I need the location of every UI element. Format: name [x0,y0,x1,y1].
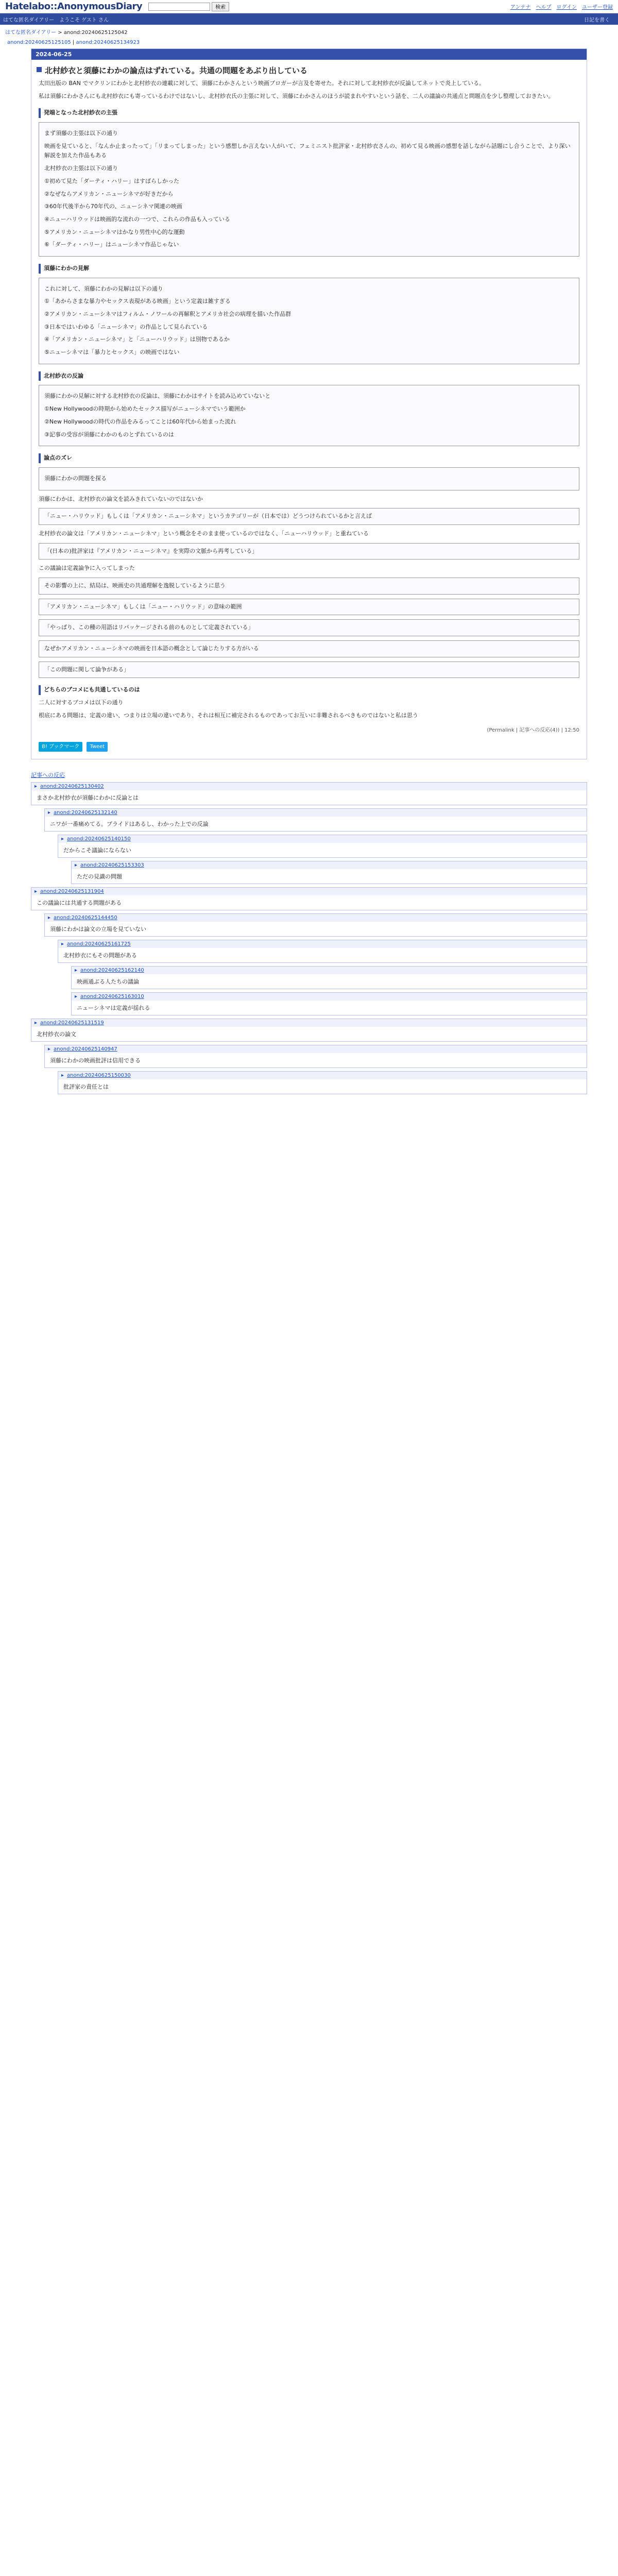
article-lead-2: 私は須藤にわかさんにも北村紗衣にも寄っているわけではないし、北村紗衣氏の主張に対して、須藤にわかさんのほうが読まれやすいという話を、二人の議論の共通点と問題点を少し整理しておきたい。 [39,92,554,99]
reaction-children [58,835,587,884]
reaction-link[interactable]: anond:20240625130402 [40,783,104,789]
reaction-text: 北村紗衣にもその問題がある [63,952,137,959]
expand-toggle-icon[interactable]: ▸ [75,967,78,973]
paragraph: ②なぜならアメリカン・ニューシネマが好きだから [44,190,174,197]
reaction-node-header [45,809,587,817]
quote-box: その影響の上に、結局は、映画史の共通理解を逸脱しているように思う [39,578,579,595]
header-link-login[interactable]: ログイン [556,5,577,10]
section-heading: 論点のズレ [39,453,579,463]
reaction-text: ニューシネマは定義が揺れる [77,1004,150,1011]
reaction-link[interactable]: anond:20240625144450 [54,914,117,921]
expand-toggle-icon[interactable]: ▸ [48,914,51,921]
paragraph: ②New Hollywoodの時代の作品をみるってことは60年代から始まった流れ [44,418,236,425]
reaction-text: 須藤にわかの映画批評は信用できる [50,1057,141,1064]
reaction-text: ニワが一番痛めてる。プライドはあるし、わかった上での反論 [50,820,209,827]
reaction-node [58,1071,587,1094]
breadcrumb-sep: > [56,30,64,36]
reaction-text: ただの見識の問題 [77,873,122,880]
paragraph: ①初めて見た「ダーティ・ハリー」はすばらしかった [44,177,179,184]
article-date: 2024-06-25 [31,49,587,60]
section-box [39,122,579,257]
reaction-node [71,992,587,1015]
paragraph: 二人に対するブコメは以下の通り [39,699,124,706]
paragraph: これに対して、須藤にわかの見解は以下の通り [44,285,163,292]
reaction-text: 批評家の責任とは [63,1083,109,1090]
header-link-register[interactable]: ユーザー登録 [582,5,613,10]
reaction-text: 北村紗衣の論文 [37,1030,76,1038]
search-button[interactable]: 検索 [212,2,229,11]
paragraph: ③日本ではいわゆる「ニューシネマ」の作品として見られている [44,323,208,330]
site-header [0,0,618,13]
prev-next-nav [0,39,618,48]
reaction-children [71,966,587,1015]
reaction-node [58,835,587,858]
paragraph: ①「あからさまな暴力やセックス表現がある映画」という定義は雑すぎる [44,298,231,305]
reaction-link[interactable]: anond:20240625150030 [67,1072,131,1078]
paragraph: 映画を見ていると、「なんか止まったって」「リまってしまった」という感想しか言えない人がいて、フェミニスト批評家・北村紗衣さんの、初めて見る映画の感想を話しながら話題にし合うことで、より深い解説を加えた作品もある [44,142,571,159]
expand-toggle-icon[interactable]: ▸ [35,783,38,789]
reaction-children [58,1071,587,1094]
reaction-tree-title[interactable]: 記事への反応 [31,771,65,778]
paragraph: ①New Hollywoodの時期から始めたセックス描写がニューシネマでいう範囲か [44,405,246,413]
reaction-node-header [45,1045,587,1053]
breadcrumb-current: anond:20240625125042 [63,30,128,36]
reaction-link[interactable]: anond:20240625140947 [54,1046,117,1052]
reaction-node-header [31,888,587,895]
reaction-node [71,966,587,989]
reaction-node [44,808,587,832]
quote-box: 「(日本の)批評家は『アメリカン・ニューシネマ』を実際の文脈から再考している」 [39,543,579,560]
bookmark-button[interactable]: B! ブックマーク [39,742,82,752]
quote-box [39,467,579,490]
reaction-children [44,1045,587,1094]
reaction-link[interactable]: anond:20240625153303 [80,862,144,868]
paragraph: ⑥「ダーティ・ハリー」はニューシネマ作品じゃない [44,241,179,248]
reaction-text: まさか北村紗衣が須藤にわかに反論とは [37,794,139,801]
reaction-node [71,861,587,884]
expand-toggle-icon[interactable]: ▸ [61,1072,64,1078]
paragraph: 北村紗衣の論文は「アメリカン・ニューシネマ」という概念をそのまま使っているのではなく、「ニューハリウッド」と重ねている [39,530,369,537]
reaction-node-header [58,835,587,843]
reaction-link[interactable]: anond:20240625131519 [40,1020,104,1026]
search-input[interactable] [148,3,210,11]
header-link-help[interactable]: ヘルプ [536,5,552,10]
article-lead: 太田出版の BAN でマクリンにわかと北村紗衣の連載に対して、須藤にわかさんという映画ブロガーが言及を寄せた。それに対して北村紗衣が反論してネットで炎上している。 [39,80,485,87]
paragraph: ③記事の受容が須藤にわかのものとずれているのは [44,431,174,438]
expand-toggle-icon[interactable]: ▸ [35,888,38,894]
expand-toggle-icon[interactable]: ▸ [35,1020,38,1026]
reaction-node [44,1045,587,1068]
reaction-node-header [58,940,587,948]
header-links [510,3,613,10]
reaction-node [31,1019,587,1042]
header-link-antenna[interactable]: アンテナ [510,5,531,10]
section-heading: 発端となった北村紗衣の主張 [39,108,579,118]
reaction-link[interactable]: anond:20240625140150 [67,836,131,842]
article-title-row [31,60,587,76]
section-box [39,385,579,446]
article-info[interactable]: (Permalink | 記事への反応(4)) | 12:50 [487,727,579,733]
reaction-text: 映画通ぶる人たちの議論 [77,978,139,985]
section-heading: 北村紗衣の反論 [39,371,579,381]
article-title: 北村紗衣と須藤にわかの論点はずれている。共通の問題をあぶり出している [45,66,308,75]
reaction-link[interactable]: anond:20240625132140 [54,809,117,816]
reaction-node [44,913,587,937]
next-entry-link[interactable]: anond:20240625134923 [76,40,140,45]
paragraph: ④「アメリカン・ニューシネマ」と「ニューハリウッド」は別物であるか [44,336,230,343]
reaction-children [58,940,587,1015]
paragraph: 須藤にわかの見解に対する北村紗衣の反論は、須藤にわかはサイトを読み込めていないと [44,393,271,400]
expand-toggle-icon[interactable]: ▸ [75,993,78,999]
paragraph: 須藤にわかは、北村紗衣の論文を読みきれていないのではないか [39,495,203,502]
quote-box: 「この問題に関して論争がある」 [39,662,579,679]
section-heading: 須藤にわかの見解 [39,264,579,274]
square-bullet-icon [37,67,42,72]
paragraph: まず須藤の主張は以下の通り [44,130,118,137]
breadcrumb-root[interactable]: はてな匿名ダイアリー [5,30,57,36]
reaction-tree [31,771,587,1094]
reaction-link[interactable]: anond:20240625162140 [80,967,144,973]
reaction-node-header [45,914,587,922]
expand-toggle-icon[interactable]: ▸ [61,836,64,842]
section-heading: どちらのブコメにも共通しているのは [39,685,579,695]
expand-toggle-icon[interactable]: ▸ [48,1046,51,1052]
paragraph: 北村紗衣の主張は以下の通り [44,165,118,172]
breadcrumb [0,25,618,39]
paragraph: この議論は定義論争に入ってしまった [39,565,135,572]
reaction-node-header [31,783,587,790]
reaction-node-header [72,967,587,974]
paragraph: ④ニューハリウッドは映画的な流れの一つで、これらの作品も入っている [44,215,230,223]
reaction-children [71,861,587,884]
quote-box: 「やっぱり、この種の用語はリパッケージされる前のものとして定義されている」 [39,619,579,636]
diary-article [31,48,587,759]
quote-box: 「アメリカン・ニューシネマ」もしくは「ニュー・ハリウッド」の意味の範囲 [39,599,579,616]
section-box [39,278,579,364]
prev-next-sep: | [71,40,76,45]
reaction-node-header [72,861,587,869]
reaction-text: だからこそ議論にならない [63,846,131,854]
reaction-node [58,940,587,963]
toolbar-welcome: ようこそ ゲスト さん [59,17,109,23]
toolbar-home-link[interactable]: はてな匿名ダイアリー [3,17,55,23]
reaction-node-header [31,1019,587,1027]
share-buttons [39,742,579,752]
expand-toggle-icon[interactable]: ▸ [75,862,78,868]
paragraph: ③60年代後半から70年代の、ニューシネマ関連の映画 [44,203,182,210]
paragraph: 根底にある問題は、定義の違い、つまりは立場の違いであり、それは相互に補完されるものであってお互いに非難されるべきものではないと私は思う [39,711,418,719]
paragraph: ⑤ニューシネマは「暴力とセックス」の映画ではない [44,349,180,356]
paragraph: 須藤にわかの問題を探る [44,474,107,482]
reaction-node [31,887,587,910]
reaction-link[interactable]: anond:20240625131904 [40,888,104,894]
write-diary-link[interactable]: 日記を書く [584,17,610,23]
reaction-link[interactable]: anond:20240625161725 [67,941,131,947]
reaction-node-header [58,1072,587,1079]
prev-entry-link[interactable]: anond:20240625125105 [7,40,71,45]
tweet-button[interactable]: Tweet [87,742,108,752]
quote-box: 「ニュー・ハリウッド」もしくは「アメリカン・ニューシネマ」というカテゴリーが（日本では）どうつけられているかと言えば [39,508,579,525]
toolbar [0,13,618,25]
reaction-node [31,782,587,805]
reaction-node-header [72,993,587,1001]
paragraph: ②アメリカン・ニューシネマはフィルム・ノワールの再解釈とアメリカ社会の病理を描いた作品群 [44,311,291,317]
quote-box: なぜかアメリカン・ニューシネマの映画を日本語の概念として論じたりする方がいる [39,640,579,657]
reaction-text: 須藤にわかは論文の立場を見ていない [50,925,146,933]
paragraph: ⑤アメリカン・ニューシネマはかなり男性中心的な運動 [44,228,185,235]
reaction-text: この議論には共通する問題がある [37,899,122,906]
expand-toggle-icon[interactable]: ▸ [61,941,64,947]
article-body [31,79,587,759]
reaction-children [44,913,587,1015]
reaction-link[interactable]: anond:20240625163010 [80,993,144,999]
reaction-children [44,808,587,884]
site-logo[interactable]: Hatelabo::AnonymousDiary [5,1,143,12]
expand-toggle-icon[interactable]: ▸ [48,809,51,816]
